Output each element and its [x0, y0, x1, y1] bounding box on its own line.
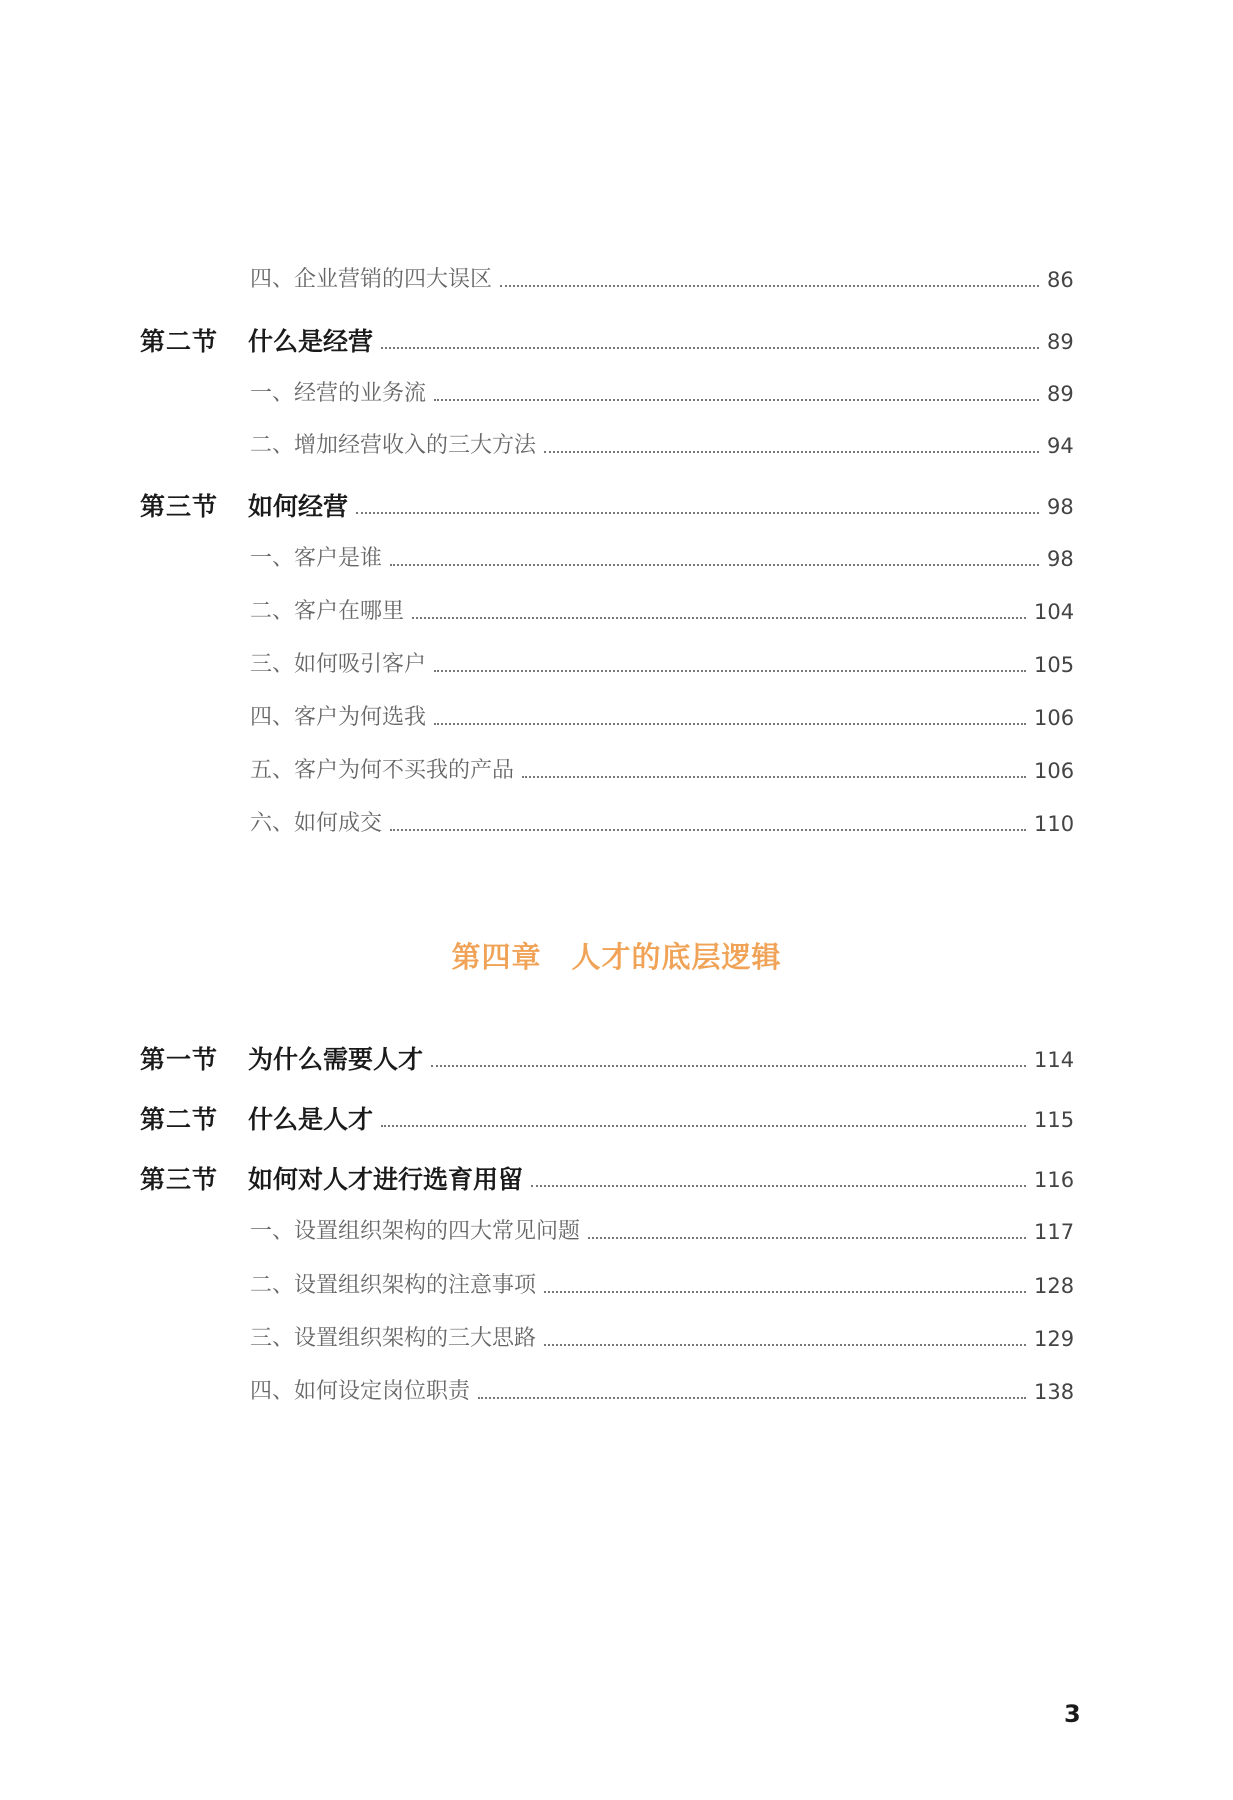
dot-leader: [381, 1125, 1026, 1127]
section-title: 什么是经营: [248, 327, 374, 356]
page-ref: 106: [1034, 759, 1075, 783]
item-title: 一、经营的业务流: [250, 381, 427, 406]
section-title: 为什么需要人才: [248, 1045, 424, 1074]
item-title: 二、客户在哪里: [250, 599, 405, 624]
toc-item-row: [0, 804, 1233, 844]
dot-leader: [431, 1065, 1026, 1067]
section-number: 第二节: [140, 1105, 219, 1134]
dot-leader: [588, 1237, 1026, 1239]
dot-leader: [390, 564, 1039, 566]
page-ref: 98: [1047, 495, 1074, 519]
page-ref: 98: [1047, 547, 1074, 571]
item-title: 二、增加经营收入的三大方法: [250, 433, 537, 458]
dot-leader: [434, 723, 1026, 725]
dot-leader: [500, 285, 1039, 287]
toc-item-row: [0, 645, 1233, 685]
page-ref: 86: [1047, 268, 1074, 292]
dot-leader: [434, 399, 1039, 401]
toc-section-row: [0, 1040, 1233, 1080]
item-title: 一、设置组织架构的四大常见问题: [250, 1219, 581, 1244]
page-ref: 89: [1047, 382, 1074, 406]
toc-item-row: [0, 592, 1233, 632]
page-ref: 128: [1034, 1274, 1075, 1298]
page-ref: 116: [1034, 1168, 1075, 1192]
page-number: 3: [1064, 1700, 1081, 1728]
page-ref: 106: [1034, 706, 1075, 730]
page-ref: 117: [1034, 1220, 1075, 1244]
toc-item-row: [0, 1372, 1233, 1412]
toc-item-row: [0, 698, 1233, 738]
dot-leader: [478, 1397, 1026, 1399]
chapter-heading: [0, 935, 1233, 976]
item-title: 三、设置组织架构的三大思路: [250, 1326, 537, 1351]
section-title: 如何对人才进行选育用留: [248, 1165, 524, 1194]
toc-item-row: [0, 751, 1233, 791]
dot-leader: [390, 829, 1026, 831]
page-ref: 129: [1034, 1327, 1075, 1351]
chapter-title: 人才的底层逻辑: [571, 940, 782, 974]
toc-item-row: [0, 374, 1233, 414]
section-number: 第一节: [140, 1045, 219, 1074]
toc-item-row: [0, 260, 1233, 300]
dot-leader: [544, 1344, 1026, 1346]
item-title: 四、客户为何选我: [250, 705, 427, 730]
section-number: 第二节: [140, 327, 219, 356]
page-ref: 89: [1047, 330, 1074, 354]
item-title: 四、企业营销的四大误区: [250, 267, 493, 292]
dot-leader: [412, 617, 1026, 619]
dot-leader: [356, 512, 1039, 514]
section-number: 第三节: [140, 1165, 219, 1194]
dot-leader: [381, 347, 1039, 349]
toc-item-row: [0, 539, 1233, 579]
page-ref: 115: [1034, 1108, 1075, 1132]
toc-section-row: [0, 322, 1233, 362]
item-title: 一、客户是谁: [250, 546, 383, 571]
toc-item-row: [0, 1266, 1233, 1306]
item-title: 五、客户为何不买我的产品: [250, 758, 515, 783]
page-ref: 94: [1047, 434, 1074, 458]
toc-item-row: [0, 1319, 1233, 1359]
dot-leader: [531, 1185, 1026, 1187]
dot-leader: [522, 776, 1026, 778]
toc-section-row: [0, 1160, 1233, 1200]
dot-leader: [434, 670, 1026, 672]
item-title: 二、设置组织架构的注意事项: [250, 1273, 537, 1298]
toc-item-row: [0, 426, 1233, 466]
toc-section-row: [0, 1100, 1233, 1140]
toc-section-row: [0, 487, 1233, 527]
item-title: 三、如何吸引客户: [250, 652, 427, 677]
item-title: 四、如何设定岗位职责: [250, 1379, 471, 1404]
dot-leader: [544, 451, 1039, 453]
chapter-number: 第四章: [451, 940, 542, 974]
page-ref: 104: [1034, 600, 1075, 624]
page-ref: 114: [1034, 1048, 1075, 1072]
item-title: 六、如何成交: [250, 811, 383, 836]
section-title: 什么是人才: [248, 1105, 374, 1134]
dot-leader: [544, 1291, 1026, 1293]
section-title: 如何经营: [248, 492, 349, 521]
page-ref: 138: [1034, 1380, 1075, 1404]
section-number: 第三节: [140, 492, 219, 521]
page-ref: 105: [1034, 653, 1075, 677]
page-ref: 110: [1034, 812, 1075, 836]
toc-item-row: [0, 1212, 1233, 1252]
